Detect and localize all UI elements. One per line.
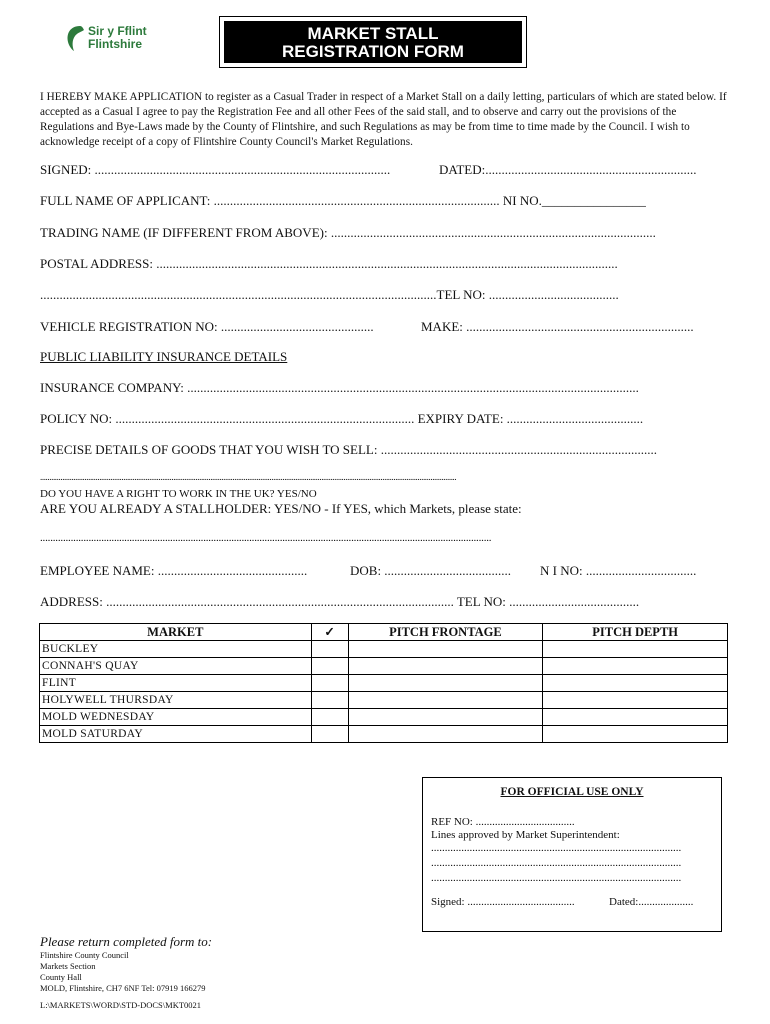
table-row: [40, 675, 728, 692]
form-title-box: [219, 16, 527, 68]
full-name-field[interactable]: FULL NAME OF APPLICANT: ........................................................................................ NI NO.________________: [40, 193, 646, 208]
tick-cell[interactable]: [311, 726, 348, 743]
stallholder-cont-field[interactable]: .................................................................................................................................................................................: [40, 532, 492, 544]
pitch-frontage-cell[interactable]: [348, 709, 543, 726]
dated-field[interactable]: DATED:.................................................................: [439, 162, 697, 177]
trading-name-field[interactable]: TRADING NAME (IF DIFFERENT FROM ABOVE): ....................................................................................................: [40, 225, 656, 240]
postal-address-field[interactable]: POSTAL ADDRESS: ..............................................................................................................................................: [40, 256, 618, 271]
vehicle-registration-field[interactable]: VEHICLE REGISTRATION NO: ...............................................: [40, 319, 374, 334]
market-name: FLINT: [40, 675, 312, 692]
logo-text-english: Flintshire: [88, 37, 143, 51]
approved-line-1[interactable]: ...........................................................................................: [431, 842, 682, 854]
title-line-2: REGISTRATION FORM: [282, 42, 464, 61]
form-title: [224, 21, 522, 63]
insurance-company-field[interactable]: INSURANCE COMPANY: ...........................................................................................................................................: [40, 380, 639, 395]
lines-approved-label: Lines approved by Market Superintendent:: [431, 829, 620, 841]
pitch-frontage-cell[interactable]: [348, 726, 543, 743]
official-signed-field[interactable]: Signed: .......................................: [431, 896, 575, 908]
pitch-frontage-cell[interactable]: [348, 675, 543, 692]
official-use-box: [422, 777, 722, 932]
tick-cell[interactable]: [311, 641, 348, 658]
market-column-header: MARKET: [40, 624, 312, 641]
employee-name-field[interactable]: EMPLOYEE NAME: ..............................................: [40, 563, 308, 578]
return-address-line: County Hall: [40, 972, 82, 982]
table-header-row: [40, 624, 728, 641]
address-field[interactable]: ADDRESS: ........................................................................................................... TEL NO: ........................................: [40, 594, 640, 609]
pitch-depth-cell[interactable]: [543, 726, 728, 743]
pitch-frontage-cell[interactable]: [348, 658, 543, 675]
market-name: MOLD WEDNESDAY: [40, 709, 312, 726]
market-name: HOLYWELL THURSDAY: [40, 692, 312, 709]
pitch-frontage-cell[interactable]: [348, 692, 543, 709]
title-line-1: MARKET STALL: [307, 24, 439, 43]
pitch-frontage-cell[interactable]: [348, 641, 543, 658]
return-heading: Please return completed form to:: [40, 934, 213, 949]
official-dated-field[interactable]: Dated:....................: [609, 896, 694, 908]
intro-paragraph: I HEREBY MAKE APPLICATION to register as a Casual Trader in respect of a Market Stall on a daily letting, particulars of which are stated below. If accepted as a Casual I agree to pay the Registration Fee and all other Fees of the said stall, and to observe and carry out the provisions of the Regulations and Bye-Laws made by the County of Flintshire, and such Regulations as may be from time to time made by the Council. I wish to acknowledge receipt of a copy of Flintshire County Council's Market Regulations.: [40, 91, 727, 148]
pitch-depth-cell[interactable]: [543, 658, 728, 675]
return-address-line: Markets Section: [40, 961, 96, 971]
stallholder-question: ARE YOU ALREADY A STALLHOLDER: YES/NO - If YES, which Markets, please state:: [40, 501, 522, 516]
table-row: [40, 658, 728, 675]
table-row: [40, 726, 728, 743]
tick-cell[interactable]: [311, 709, 348, 726]
leaf-logo-icon: [66, 24, 86, 52]
approved-line-2[interactable]: ...........................................................................................: [431, 857, 682, 869]
ni-no-field[interactable]: N I NO: ..................................: [540, 563, 697, 578]
approved-line-3[interactable]: ...........................................................................................: [431, 872, 682, 884]
table-row: [40, 692, 728, 709]
tick-column-header: ✓: [311, 624, 348, 641]
insurance-heading: PUBLIC LIABILITY INSURANCE DETAILS: [40, 349, 288, 364]
pitch-depth-cell[interactable]: [543, 709, 728, 726]
official-use-heading: FOR OFFICIAL USE ONLY: [500, 786, 644, 798]
tick-cell[interactable]: [311, 692, 348, 709]
return-address-line: Flintshire County Council: [40, 950, 129, 960]
flintshire-logo: [66, 22, 166, 56]
market-name: MOLD SATURDAY: [40, 726, 312, 743]
market-name: CONNAH'S QUAY: [40, 658, 312, 675]
make-field[interactable]: MAKE: ......................................................................: [421, 319, 694, 334]
pitch-depth-cell[interactable]: [543, 675, 728, 692]
markets-table: [39, 623, 728, 743]
pitch-depth-cell[interactable]: [543, 692, 728, 709]
ref-no-field[interactable]: REF NO: ....................................: [431, 816, 575, 828]
return-address-line: MOLD, Flintshire, CH7 6NF Tel: 07919 166279: [40, 983, 206, 993]
tick-cell[interactable]: [311, 658, 348, 675]
logo-text-welsh: Sir y Fflint: [88, 24, 147, 38]
table-row: [40, 641, 728, 658]
right-to-work-question: DO YOU HAVE A RIGHT TO WORK IN THE UK? YES/NO: [40, 488, 317, 500]
pitch-frontage-column-header: PITCH FRONTAGE: [348, 624, 543, 641]
dob-field[interactable]: DOB: .......................................: [350, 563, 512, 578]
table-row: [40, 709, 728, 726]
policy-no-field[interactable]: POLICY NO: ............................................................................................ EXPIRY DATE: ..........................................: [40, 411, 644, 426]
goods-field[interactable]: PRECISE DETAILS OF GOODS THAT YOU WISH TO SELL: .....................................................................................: [40, 442, 657, 457]
signed-field[interactable]: SIGNED: ...........................................................................................: [40, 162, 391, 177]
document-path: L:\MARKETS\WORD\STD-DOCS\MKT0021: [40, 1000, 202, 1010]
pitch-depth-column-header: PITCH DEPTH: [543, 624, 728, 641]
tick-cell[interactable]: [311, 675, 348, 692]
pitch-depth-cell[interactable]: [543, 641, 728, 658]
market-name: BUCKLEY: [40, 641, 312, 658]
goods-cont-field[interactable]: .................................................................................................................................................................................................................................: [40, 472, 457, 482]
postal-address-cont-field[interactable]: ..........................................................................................................................TEL NO: ........................................: [40, 287, 619, 302]
